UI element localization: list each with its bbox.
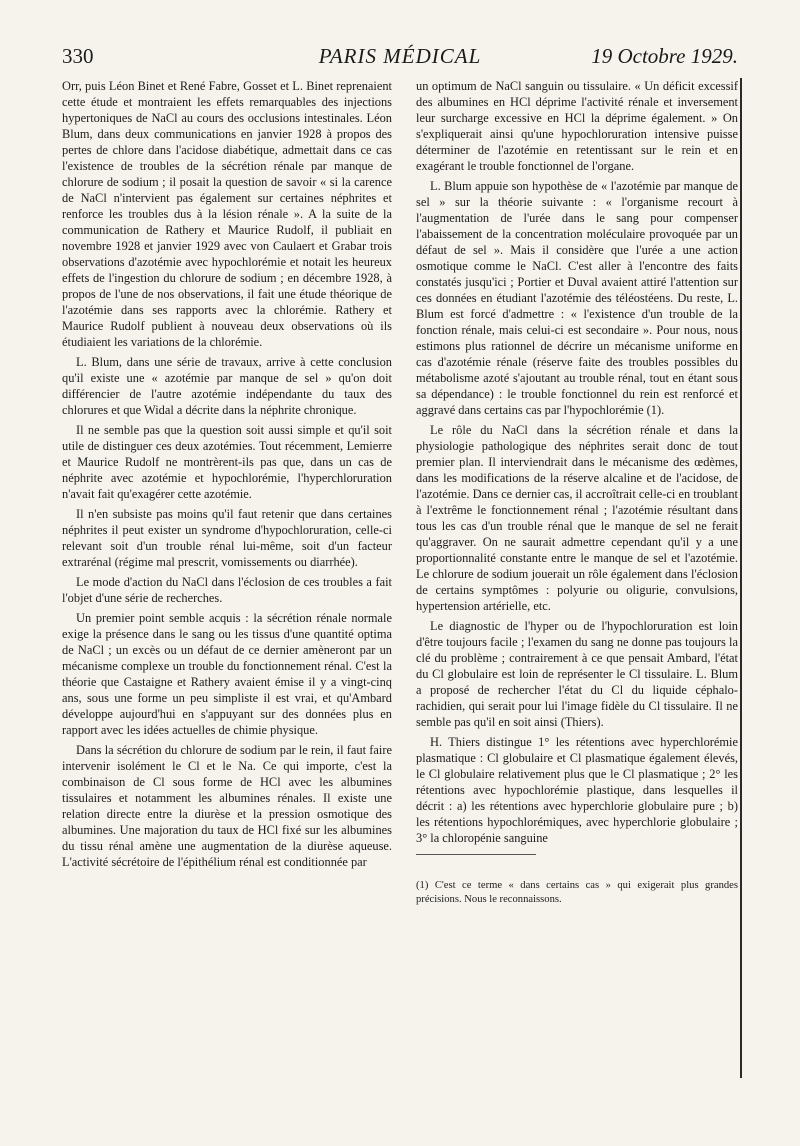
paragraph: H. Thiers distingue 1° les rétentions avec hyperchlorémie plasmatique : Cl globulaire et Cl plasmatique également élevés, le Cl globulaire relativement plus que le Cl plasmatique ; 2° les rétentions avec hypochlorémie plastique, dans lesquelles il décrit : a) les rétentions avec hyperchlorie globulaire pure ; b) les rétentions hypochlorémiques, avec hyperchlorie globulaire ; 3° la chloropénie sanguine [416,735,738,845]
paragraph: un optimum de NaCl sanguin ou tissulaire. « Un déficit excessif des albumines en HCl déprime l'activité rénale et inversement leur surcharge excessive en HCl la déprime également. » On s'expliquerait ainsi qu'une hypochloruration intensive puisse déterminer de l'azotémie en retentissant sur le rein et en exagérant le trouble fonctionnel de l'organe. [416,79,738,173]
issue-date: 19 Octobre 1929. [591,44,738,68]
paragraph: Il ne semble pas que la question soit aussi simple et qu'il soit utile de distinguer ces deux azotémies. Tout récemment, Lemierre et Maurice Rudolf ne montrèrent-ils pas que, dans un cas de néphrite avec azotémie et hypochlorémie, l'hyperchloruration n'avait fait qu'exagérer cette azotémie. [62,423,392,501]
paragraph: Orr, puis Léon Binet et René Fabre, Gosset et L. Binet reprenaient cette étude et montraient les effets remarquables des injections hypertoniques de NaCl au cours des occlusions intestinales. Léon Blum, dans deux communications en janvier 1928 à propos des pertes de chlore dans l'acidose diabétique, admettait dans ce cas l'existence de troubles de la sécrétion rénale par manque de chlorure de sodium ; il posait la question de savoir « si la carence de NaCl n'intervient pas également sur certaines néphrites et renforce les troubles dus à la lésion rénale ». A la suite de la communication de Rathery et Maurice Rudolf, il publiait en novembre 1928 et janvier 1929 avec von Caulaert et Grabar trois observations d'azotémie avec hypochlorémie et notait les heureux effets de l'ingestion du chlorure de sodium ; en décembre 1928, à propos de l'une de nos observations, il fait une étude théorique de l'azotémie dans ses rapports avec la chlorémie. Rathery et Maurice Rudolf publient à nouveau deux observations où ils étudiaient les variations de la chlorémie. [62,79,392,349]
paragraph: L. Blum, dans une série de travaux, arrive à cette conclusion qu'il existe une « azotémie par manque de sel » qu'on doit différencier de l'autre azotémie indépendante du taux des chlorures et que Widal a décrite dans la néphrite chronique. [62,355,392,417]
paragraph: Le rôle du NaCl dans la sécrétion rénale et dans la physiologie pathologique des néphrites serait donc de tout premier plan. Il interviendrait dans le mécanisme des œdèmes, dans les modifications de la réserve alcaline et de l'acidose, de l'azotémie. Dans ce dernier cas, il accroîtrait celle-ci en troublant à l'extrême le fonctionnement rénal ; l'azotémie résultant dans tous les cas d'un trouble rénal que le manque de sel ne ferait qu'aggraver. On ne saurait admettre cependant qu'il y a une proportionnalité constante entre le manque de sel et l'azotémie. Le chlorure de sodium jouerait un rôle également dans l'éclosion de certains symptômes : polyurie ou oligurie, convulsions, hypertension artérielle, etc. [416,423,738,613]
page-number: 330 [62,44,94,68]
footnote: (1) C'est ce terme « dans certains cas » qui exigerait plus grandes précisions. Nous le reconnaissons. [416,880,738,905]
paragraph: Il n'en subsiste pas moins qu'il faut retenir que dans certaines néphrites il peut exister un syndrome d'hypochloruration, celle-ci relevant soit d'un trouble rénal lui-même, soit d'un facteur extrarénal (régime mal prescrit, vomissements ou diarrhée). [62,507,392,569]
paragraph: Le mode d'action du NaCl dans l'éclosion de ces troubles a fait l'objet d'une série de recherches. [62,575,392,605]
right-column [416,78,742,1078]
paragraph: Le diagnostic de l'hyper ou de l'hypochloruration est loin d'être toujours facile ; l'examen du sang ne donne pas toujours la clé du problème ; contrairement à ce que pensait Ambard, l'état du Cl globulaire est loin de représenter le Cl tissulaire. L. Blum a proposé de rechercher l'état du Cl du liquide céphalo-rachidien, qui serait pour lui l'image fidèle du Cl tissulaire. Il ne semble pas qu'il en soit ainsi (Thiers). [416,619,738,729]
left-column [62,78,392,1078]
paragraph: Dans la sécrétion du chlorure de sodium par le rein, il faut faire intervenir isolément le Cl et le Na. Ce qui importe, c'est la combinaison de Cl sous forme de HCl avec les albumines tissulaires et notamment les albumines rénales. Il existe une relation directe entre la diurèse et la pression osmotique des albumines. Une majoration du taux de HCl fixé sur les albumines du tissu rénal amène une augmentation de la diurèse aqueuse. L'activité sécrétoire de l'épithélium rénal est conditionnée par [62,743,392,869]
journal-title: PARIS MÉDICAL [318,44,482,68]
paragraph: Un premier point semble acquis : la sécrétion rénale normale exige la présence dans le sang ou les tissus d'une quantité optima de NaCl ; un excès ou un défaut de ce dernier amèneront par un mécanisme complexe un trouble du fonctionnement rénal. C'est la théorie que Castaigne et Rathery avaient émise il y a vingt-cinq ans, sous une forme un peu simpliste il est vrai, et qu'Ambard développe aujourd'hui en s'appuyant sur des données plus en rapport avec les idées actuelles de chimie physique. [62,611,392,737]
footnote-divider [416,854,536,855]
page-header [62,44,738,76]
paragraph: L. Blum appuie son hypothèse de « l'azotémie par manque de sel » sur la théorie suivante : « l'organisme recourt à l'augmentation de l'urée dans le sang pour compenser l'abaissement de la concentration moléculaire provoquée par un défaut de sel ». Mais il considère que l'urée a une action osmotique comme le NaCl. C'est aller à l'encontre des faits constatés jusqu'ici ; Portier et Duval avaient attiré l'attention sur ces données en étudiant l'azotémie des téléostéens. Du reste, L. Blum est forcé d'admettre : « l'existence d'un trouble de la fonction rénale, mais celui-ci est secondaire ». Pour nous, nous estimons plus rationnel de décrire un mécanisme uniforme en cas d'azotémie rénale (réserve faite des troubles possibles du métabolisme azoté s'ajoutant au trouble rénal, tout en étant sous sa dépendance) : le trouble fonctionnel du rein est renforcé et aggravé dans certains cas par l'hypochlorémie (1). [416,179,738,417]
